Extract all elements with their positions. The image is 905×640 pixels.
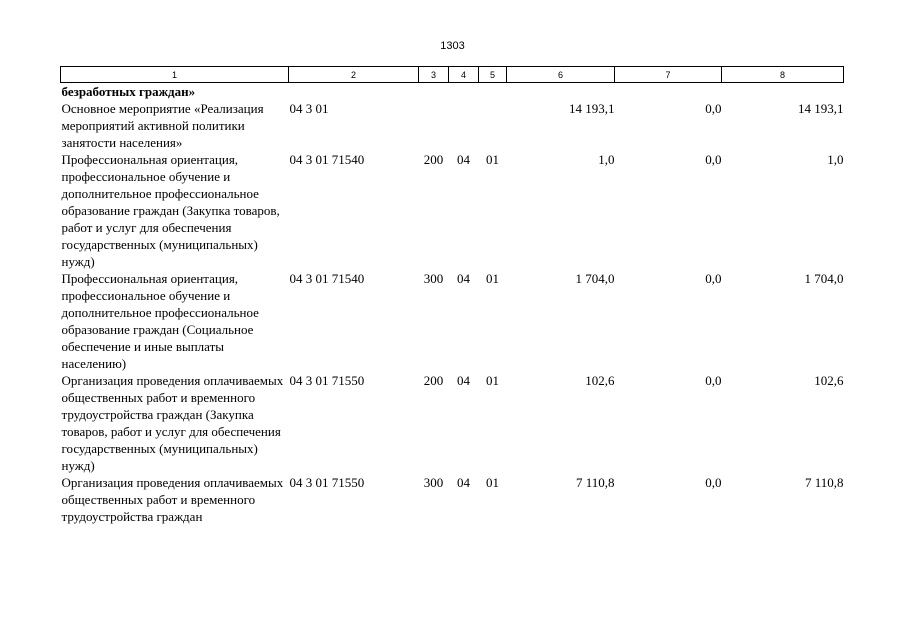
table-row [61, 151, 844, 270]
row-name: Организация проведения оплачиваемых общественных работ и временного трудоустройства граждан [61, 475, 284, 524]
section-title: безработных граждан» [61, 84, 196, 99]
row-rz: 04 [457, 271, 470, 286]
column-number: 2 [289, 67, 419, 83]
row-pr: 01 [486, 152, 499, 167]
table-row [61, 100, 844, 151]
row-code: 04 3 01 71550 [289, 475, 365, 490]
row-code: 04 3 01 [289, 101, 329, 116]
row-value-8: 1,0 [827, 152, 844, 167]
row-value-7: 0,0 [705, 101, 722, 116]
column-number-header-row [61, 67, 844, 83]
row-pr: 01 [486, 271, 499, 286]
row-pr: 01 [486, 475, 499, 490]
row-value-6: 1,0 [598, 152, 615, 167]
row-rz: 04 [457, 152, 470, 167]
page-number: 1303 [440, 40, 465, 52]
row-value-8: 1 704,0 [804, 271, 844, 286]
column-number: 4 [449, 67, 479, 83]
row-name: Профессиональная ориентация, профессиональное обучение и дополнительное профессиональное образование граждан (Закупка товаров, работ и услуг для обеспечения государственных (муниципальных) нужд) [61, 152, 280, 269]
column-number: 7 [615, 67, 722, 83]
row-value-7: 0,0 [705, 475, 722, 490]
column-number: 3 [419, 67, 449, 83]
row-value-7: 0,0 [705, 152, 722, 167]
row-code: 04 3 01 71540 [289, 152, 365, 167]
row-rz [449, 100, 479, 151]
column-number: 8 [722, 67, 844, 83]
row-vr: 300 [423, 271, 444, 286]
row-vr: 200 [423, 152, 444, 167]
row-value-8: 102,6 [814, 373, 844, 388]
row-name: Организация проведения оплачиваемых общественных работ и временного трудоустройства граждан (Закупка товаров, работ и услуг для обеспечения государственных (муниципальных) нужд) [61, 373, 284, 473]
row-value-6: 1 704,0 [575, 271, 615, 286]
row-value-7: 0,0 [705, 271, 722, 286]
row-vr: 200 [423, 373, 444, 388]
row-value-6: 7 110,8 [575, 475, 615, 490]
row-rz: 04 [457, 373, 470, 388]
row-value-8: 14 193,1 [798, 101, 844, 116]
row-value-8: 7 110,8 [804, 475, 844, 490]
table-row [61, 270, 844, 372]
row-value-7: 0,0 [705, 373, 722, 388]
section-title-row [61, 83, 844, 101]
row-value-6: 14 193,1 [569, 101, 615, 116]
row-rz: 04 [457, 475, 470, 490]
row-code: 04 3 01 71540 [289, 271, 365, 286]
row-code: 04 3 01 71550 [289, 373, 365, 388]
column-number: 6 [507, 67, 615, 83]
column-number: 1 [61, 67, 289, 83]
row-name: Профессиональная ориентация, профессиональное обучение и дополнительное профессиональное образование граждан (Социальное обеспечение и иные выплаты населению) [61, 271, 259, 371]
row-vr: 300 [423, 475, 444, 490]
row-value-6: 102,6 [585, 373, 615, 388]
table-row [61, 474, 844, 525]
table-row [61, 372, 844, 474]
column-number: 5 [479, 67, 507, 83]
budget-table [60, 66, 844, 525]
row-pr [479, 100, 507, 151]
row-vr [419, 100, 449, 151]
row-pr: 01 [486, 373, 499, 388]
row-name: Основное мероприятие «Реализация мероприятий активной политики занятости населения» [61, 101, 264, 150]
